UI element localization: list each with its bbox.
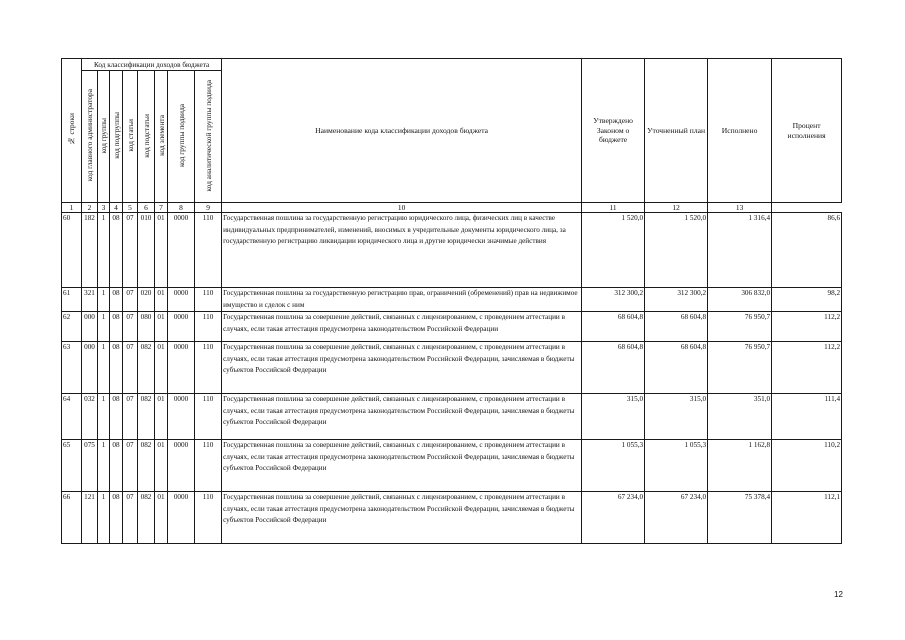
group-code-cell: 1 (98, 288, 110, 312)
executed-amount-cell: 76 950,7 (708, 312, 772, 342)
group-code-cell: 1 (98, 492, 110, 544)
analytic-code-cell: 110 (195, 394, 222, 440)
revised-amount-cell: 312 300,2 (645, 288, 708, 312)
revised-amount-cell: 315,0 (645, 394, 708, 440)
revenue-name-cell: Государственная пошлина за совершение действий, связанных с лицензированием, с проведением аттестации в случаях, если такая аттестация предусмотрена законодательством Российской Федерации (222, 312, 582, 342)
approved-amount-cell: 68 604,8 (582, 342, 645, 394)
header-code-analytic-group: код аналитической группы подвида (195, 71, 222, 203)
admin-code-cell: 075 (82, 440, 98, 492)
approved-amount-cell: 1 520,0 (582, 213, 645, 288)
admin-code-cell: 000 (82, 312, 98, 342)
approved-amount-cell: 67 234,0 (582, 492, 645, 544)
row-number-cell: 65 (62, 440, 82, 492)
column-number: 7 (155, 203, 168, 213)
group-code-cell: 1 (98, 440, 110, 492)
subtype-code-cell: 0000 (168, 492, 195, 544)
analytic-code-cell: 110 (195, 213, 222, 288)
revenue-name-cell: Государственная пошлина за совершение действий, связанных с лицензированием, с проведением аттестации в случаях, если такая аттестация предусмотрена законодательством Российской Федерации, зачисляемая в бюджеты субъектов Российской Федерации (222, 342, 582, 394)
column-number: 4 (110, 203, 123, 213)
analytic-code-cell: 110 (195, 312, 222, 342)
table-row (62, 394, 842, 440)
column-number: 9 (195, 203, 222, 213)
executed-amount-cell: 75 378,4 (708, 492, 772, 544)
table-row (62, 312, 842, 342)
column-number: 8 (168, 203, 195, 213)
element-code-cell: 01 (155, 342, 168, 394)
executed-amount-cell: 76 950,7 (708, 342, 772, 394)
element-code-cell: 01 (155, 288, 168, 312)
percent-cell: 86,6 (772, 213, 842, 288)
approved-amount-cell: 312 300,2 (582, 288, 645, 312)
subtype-code-cell: 0000 (168, 342, 195, 394)
row-number-cell: 61 (62, 288, 82, 312)
revenue-name-cell: Государственная пошлина за государственную регистрацию прав, ограничений (обременений) прав на недвижимое имущество и сделок с ним (222, 288, 582, 312)
budget-revenue-table (61, 58, 842, 544)
analytic-code-cell: 110 (195, 492, 222, 544)
admin-code-cell: 182 (82, 213, 98, 288)
column-number: 11 (582, 203, 645, 213)
header-code-article: код статьи (123, 71, 138, 203)
executed-amount-cell: 306 832,0 (708, 288, 772, 312)
column-number-row (62, 203, 842, 213)
subtype-code-cell: 0000 (168, 288, 195, 312)
element-code-cell: 01 (155, 312, 168, 342)
percent-cell: 110,2 (772, 440, 842, 492)
row-number-cell: 60 (62, 213, 82, 288)
executed-amount-cell: 1 162,8 (708, 440, 772, 492)
article-code-cell: 07 (123, 312, 138, 342)
column-number: 6 (138, 203, 155, 213)
admin-code-cell: 321 (82, 288, 98, 312)
subtype-code-cell: 0000 (168, 312, 195, 342)
subgroup-code-cell: 08 (110, 394, 123, 440)
column-number: 1 (62, 203, 82, 213)
subarticle-code-cell: 010 (138, 213, 155, 288)
article-code-cell: 07 (123, 440, 138, 492)
table-row (62, 492, 842, 544)
header-name: Наименование кода классификации доходов бюджета (222, 59, 582, 203)
header-approved: Утверждено Законом о бюджете (582, 59, 645, 203)
header-code-subarticle: код подстатьи (138, 71, 155, 203)
column-number: 5 (123, 203, 138, 213)
subgroup-code-cell: 08 (110, 213, 123, 288)
subarticle-code-cell: 082 (138, 342, 155, 394)
revenue-name-cell: Государственная пошлина за государственную регистрацию юридического лица, физических лиц в качестве индивидуальных предпринимателей, изменений, вносимых в учредительные документы юридического лица, за государственную регистрацию ликвидации юридического лица и другие юридически значимые действия (222, 213, 582, 288)
element-code-cell: 01 (155, 213, 168, 288)
header-classification-group: Код классификации доходов бюджета (82, 59, 222, 71)
subgroup-code-cell: 08 (110, 288, 123, 312)
approved-amount-cell: 315,0 (582, 394, 645, 440)
admin-code-cell: 032 (82, 394, 98, 440)
subtype-code-cell: 0000 (168, 394, 195, 440)
page-number: 12 (834, 590, 843, 599)
header-revised: Уточненный план (645, 59, 708, 203)
group-code-cell: 1 (98, 394, 110, 440)
subtype-code-cell: 0000 (168, 440, 195, 492)
header-code-subgroup: код подгруппы (110, 71, 123, 203)
article-code-cell: 07 (123, 288, 138, 312)
revised-amount-cell: 1 055,3 (645, 440, 708, 492)
percent-cell: 112,2 (772, 312, 842, 342)
analytic-code-cell: 110 (195, 288, 222, 312)
percent-cell: 111,4 (772, 394, 842, 440)
subarticle-code-cell: 082 (138, 394, 155, 440)
revised-amount-cell: 68 604,8 (645, 312, 708, 342)
table-row (62, 213, 842, 288)
column-number: 2 (82, 203, 98, 213)
column-number: 12 (645, 203, 708, 213)
column-number: 10 (222, 203, 582, 213)
element-code-cell: 01 (155, 394, 168, 440)
analytic-code-cell: 110 (195, 342, 222, 394)
admin-code-cell: 121 (82, 492, 98, 544)
table-row (62, 342, 842, 394)
table-row (62, 288, 842, 312)
percent-cell: 112,2 (772, 342, 842, 394)
subgroup-code-cell: 08 (110, 342, 123, 394)
group-code-cell: 1 (98, 342, 110, 394)
column-number: 13 (708, 203, 772, 213)
header-executed: Исполнено (708, 59, 772, 203)
element-code-cell: 01 (155, 440, 168, 492)
revised-amount-cell: 67 234,0 (645, 492, 708, 544)
header-code-subtype-group: код группы подвида (168, 71, 195, 203)
row-number-cell: 66 (62, 492, 82, 544)
table-body (62, 203, 842, 544)
article-code-cell: 07 (123, 492, 138, 544)
admin-code-cell: 000 (82, 342, 98, 394)
percent-cell: 112,1 (772, 492, 842, 544)
subgroup-code-cell: 08 (110, 440, 123, 492)
header-percent: Процент исполнения (772, 59, 842, 203)
header-code-admin: код главного администратора (82, 71, 98, 203)
subarticle-code-cell: 082 (138, 492, 155, 544)
revenue-name-cell: Государственная пошлина за совершение действий, связанных с лицензированием, с проведением аттестации в случаях, если такая аттестация предусмотрена законодательством Российской Федерации, зачисляемая в бюджеты субъектов Российской Федерации (222, 394, 582, 440)
subtype-code-cell: 0000 (168, 213, 195, 288)
row-number-cell: 62 (62, 312, 82, 342)
executed-amount-cell: 1 316,4 (708, 213, 772, 288)
analytic-code-cell: 110 (195, 440, 222, 492)
revenue-name-cell: Государственная пошлина за совершение действий, связанных с лицензированием, с проведением аттестации в случаях, если такая аттестация предусмотрена законодательством Российской Федерации, зачисляемая в бюджеты субъектов Российской Федерации (222, 440, 582, 492)
subarticle-code-cell: 020 (138, 288, 155, 312)
subarticle-code-cell: 080 (138, 312, 155, 342)
approved-amount-cell: 68 604,8 (582, 312, 645, 342)
header-code-group: код группы (98, 71, 110, 203)
article-code-cell: 07 (123, 213, 138, 288)
revenue-name-cell: Государственная пошлина за совершение действий, связанных с лицензированием, с проведением аттестации в случаях, если такая аттестация предусмотрена законодательством Российской Федерации, зачисляемая в бюджеты субъектов Российской Федерации (222, 492, 582, 544)
table-row (62, 440, 842, 492)
percent-cell: 98,2 (772, 288, 842, 312)
element-code-cell: 01 (155, 492, 168, 544)
header-code-element: код элемента (155, 71, 168, 203)
header-row-number: № строки (62, 59, 82, 203)
subgroup-code-cell: 08 (110, 312, 123, 342)
row-number-cell: 64 (62, 394, 82, 440)
subarticle-code-cell: 082 (138, 440, 155, 492)
executed-amount-cell: 351,0 (708, 394, 772, 440)
row-number-cell: 63 (62, 342, 82, 394)
approved-amount-cell: 1 055,3 (582, 440, 645, 492)
revised-amount-cell: 68 604,8 (645, 342, 708, 394)
group-code-cell: 1 (98, 213, 110, 288)
article-code-cell: 07 (123, 394, 138, 440)
group-code-cell: 1 (98, 312, 110, 342)
subgroup-code-cell: 08 (110, 492, 123, 544)
article-code-cell: 07 (123, 342, 138, 394)
revised-amount-cell: 1 520,0 (645, 213, 708, 288)
column-number: 3 (98, 203, 110, 213)
